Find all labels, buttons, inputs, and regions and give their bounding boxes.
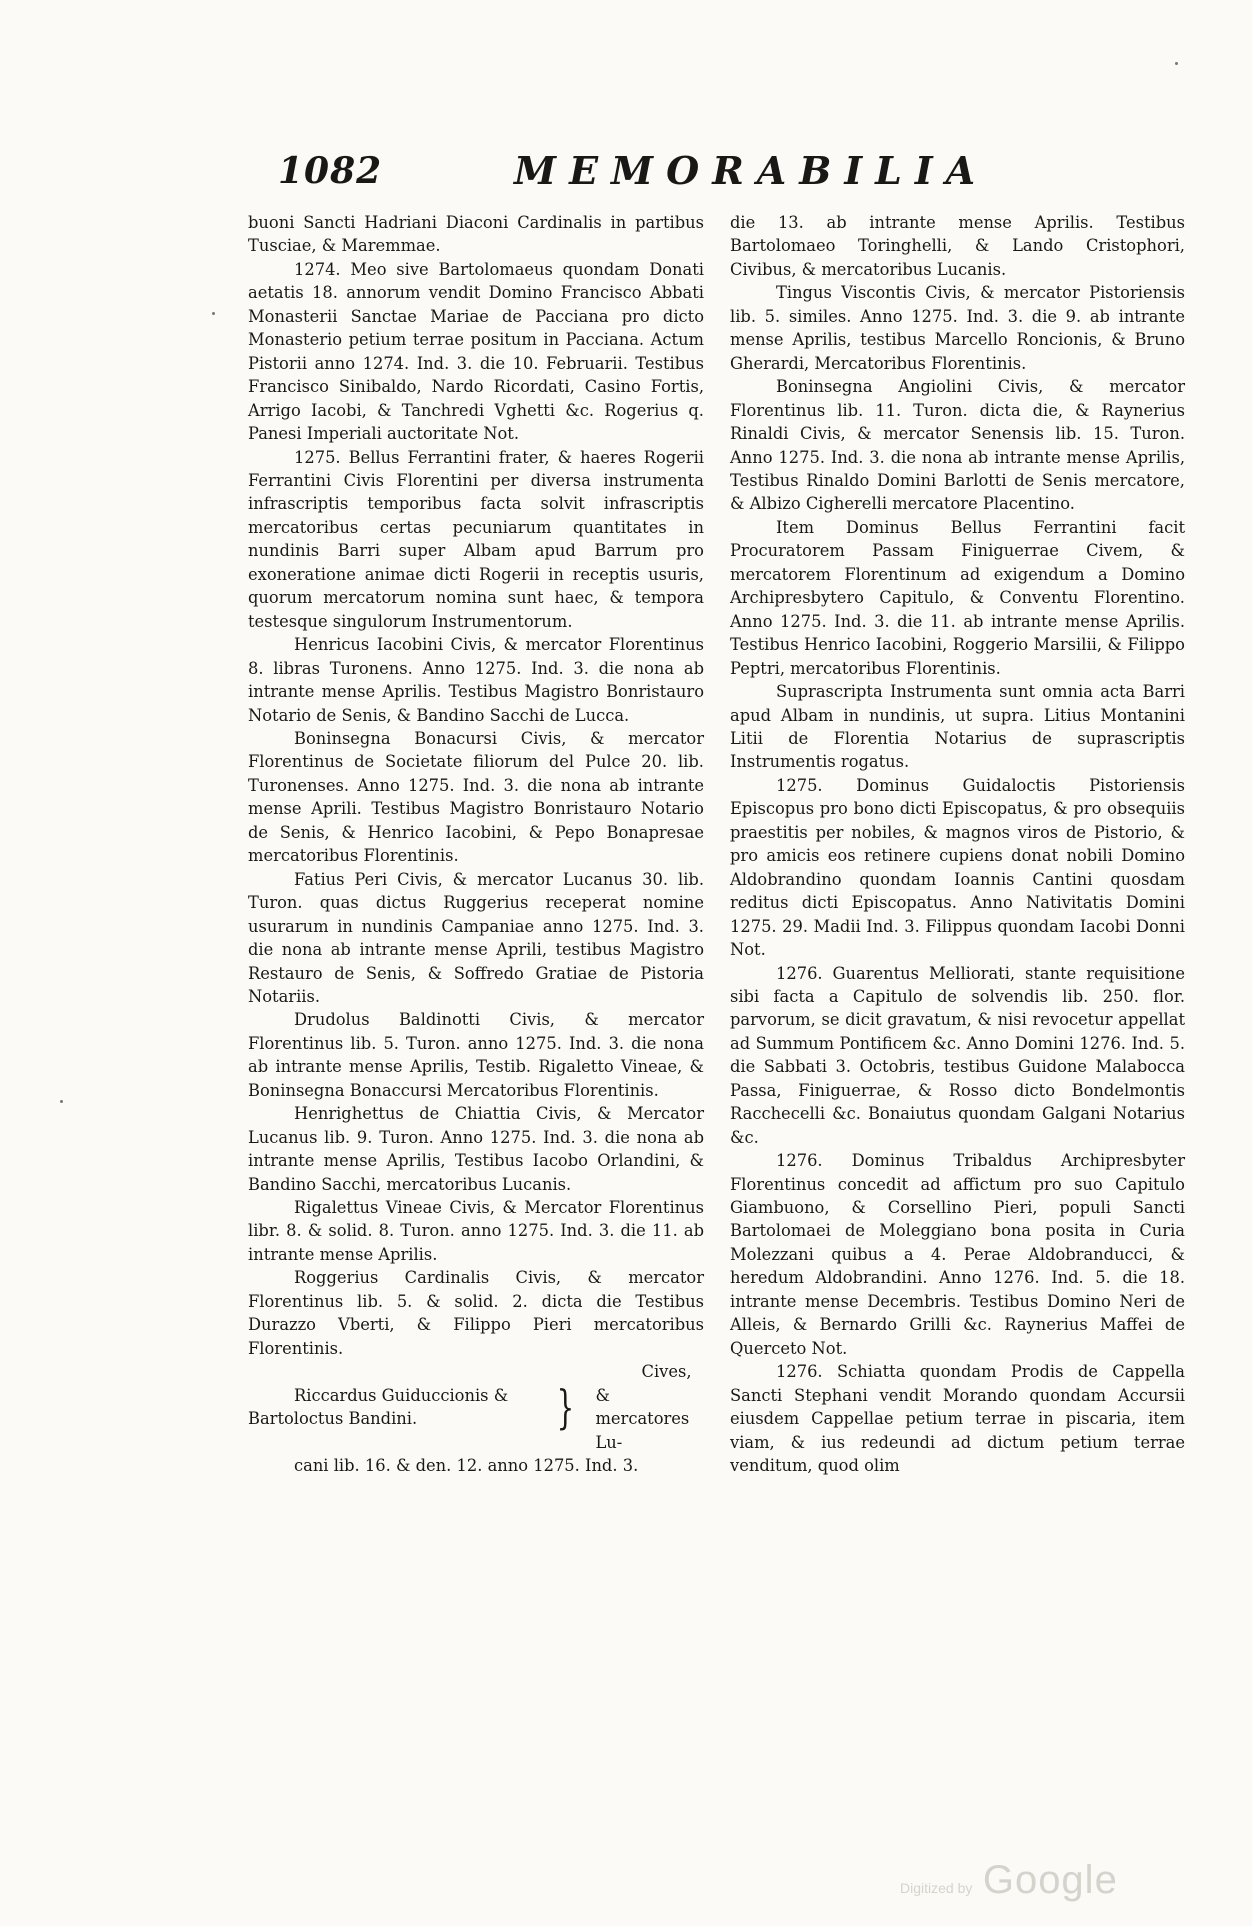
google-watermark	[900, 1858, 1118, 1903]
speck	[212, 312, 215, 315]
bracket-continuation: cani lib. 16. & den. 12. anno 1275. Ind. 3.	[294, 1456, 639, 1476]
paragraph: Rigalettus Vineae Civis, & Mercator Florentinus libr. 8. & solid. 8. Turon. anno 1275. Ind. 3. die 11. ab intrante mense Aprilis.	[248, 1198, 704, 1264]
paragraph: die 13. ab intrante mense Aprilis. Testibus Bartolomaeo Toringhelli, & Lando Cristophori, Civibus, & mercatoribus Lucanis.	[730, 213, 1185, 279]
bracket-name: Riccardus Guiduccionis &	[294, 1385, 509, 1405]
paragraph: Suprascripta Instrumenta sunt omnia acta Barri apud Albam in nundinis, ut supra. Litius Montanini Litii de Florentia Notarius de suprascriptis Instrumentis rogatus.	[730, 682, 1185, 772]
paragraph: Boninsegna Bonacursi Civis, & mercator Florentinus de Societate filiorum del Pulce 20. lib. Turonenses. Anno 1275. Ind. 3. die nona ab intrante mense Aprili. Testibus Magistro Bonristauro Notario de Senis, & Henrico Iacobini, & Pepo Bonapresae mercatoribus Florentinis.	[248, 728, 704, 866]
paragraph: Item Dominus Bellus Ferrantini facit Procuratorem Passam Finiguerrae Civem, & mercatorem Florentinum ad exigendum a Domino Archipresbytero Capitulo, & Conventu Florentino. Anno 1275. Ind. 3. die 11. ab intrante mense Aprilis. Testibus Henrico Iacobini, Roggerio Marsilii, & Filippo Peptri, mercatoribus Florentinis.	[730, 517, 1185, 678]
paragraph: 1275. Dominus Guidaloctis Pistoriensis Episcopus pro bono dicti Episcopatus, & pro obsequiis praestitis per nobiles, & magnos viros de Pistorio, & pro amicis eos retinere cupiens donat nobili Domino Aldobrandino quondam Ioannis Cantini quosdam reditus dicti Episcopatus. Anno Nativitatis Domini 1275. 29. Madii Ind. 3. Filippus quondam Iacobi Donni Not.	[730, 775, 1185, 960]
paragraph: 1275. Bellus Ferrantini frater, & haeres Rogerii Ferrantini Civis Florentini per diversa instrumenta infrascriptis temporibus facta solvit infrascriptis mercatoribus certas pecuniarum quantitates in nundinis Barri super Albam apud Barrum pro exoneratione animae dicti Rogerii in receptis usuris, quorum mercatorum nomina sunt haec, & tempora testesque singulorum Instrumentorum.	[248, 447, 704, 631]
paragraph: 1276. Dominus Tribaldus Archipresbyter Florentinus concedit ad affictum pro suo Capitulo Giambuono, & Corsellino Pieri, populi Sancti Bartolomaei de Moleggiano bona posita in Curia Molezzani quibus a 4. Perae Aldobranducci, & heredum Aldobrandini. Anno 1276. Ind. 5. die 18. intrante mense Decembris. Testibus Domino Neri de Alleis, & Bernardo Grilli &c. Raynerius Maffei de Querceto Not.	[730, 1151, 1185, 1358]
paragraph: Fatius Peri Civis, & mercator Lucanus 30. lib. Turon. quas dictus Ruggerius receperat nomine usurarum in nundinis Campaniae anno 1275. Ind. 3. die nona ab intrante mense Aprili, testibus Magistro Restauro de Senis, & Soffredo Gratiae de Pistoria Notariis.	[248, 869, 704, 1006]
paragraph: Henrighettus de Chiattia Civis, & Mercator Lucanus lib. 9. Turon. Anno 1275. Ind. 3. die nona ab intrante mense Aprilis, Testibus Iacobo Orlandini, & Bandino Sacchi, mercatoribus Lucanis.	[248, 1104, 704, 1194]
bracket-entry	[248, 1360, 704, 1454]
paragraph: Drudolus Baldinotti Civis, & mercator Florentinus lib. 5. Turon. anno 1275. Ind. 3. die nona ab intrante mense Aprilis, Testib. Rigaletto Vineae, & Boninsegna Bonaccursi Mercatoribus Florentinis.	[248, 1010, 704, 1100]
speck	[60, 1100, 63, 1103]
page-header	[278, 148, 989, 198]
curly-brace-icon: }	[556, 1380, 575, 1435]
right-column	[730, 211, 1185, 1477]
bracket-name: Bartoloctus Bandini.	[248, 1409, 418, 1429]
speck	[1175, 62, 1178, 65]
running-title: MEMORABILIA	[514, 148, 989, 193]
watermark-small-text: Digitized by	[900, 1880, 973, 1896]
bracket-names	[248, 1384, 508, 1431]
bracket-tail: Cives, & mercatores Lu-	[595, 1362, 692, 1452]
paragraph: Henricus Iacobini Civis, & mercator Florentinus 8. libras Turonens. Anno 1275. Ind. 3. die nona ab intrante mense Aprilis. Testibus Magistro Bonristauro Notario de Senis, & Bandino Sacchi de Lucca.	[248, 635, 704, 725]
paragraph: 1274. Meo sive Bartolomaeus quondam Donati aetatis 18. annorum vendit Domino Francisco Abbati Monasterii Sanctae Mariae de Pacciana pro dicto Monasterio petium terrae positum in Pacciana. Actum Pistorii anno 1274. Ind. 3. die 10. Februarii. Testibus Francisco Sinibaldo, Nardo Ricordati, Casino Fortis, Arrigo Iacobi, & Tanchredi Vghetti &c. Rogerius q. Panesi Imperiali auctoritate Not.	[248, 259, 704, 444]
watermark-logo-text: Google	[982, 1858, 1118, 1902]
paragraph: Roggerius Cardinalis Civis, & mercator Florentinus lib. 5. & solid. 2. dicta die Testibus Durazzo Vberti, & Filippo Pieri mercatoribus Florentinis.	[248, 1268, 704, 1358]
left-column	[248, 211, 704, 1477]
paragraph: 1276. Guarentus Melliorati, stante requisitione sibi facta a Capitulo de solvendis lib. 250. flor. parvorum, se dicit gravatum, & nisi revocetur appellat ad Summum Pontificem &c. Anno Domini 1276. Ind. 5. die Sabbati 3. Octobris, testibus Guidone Malabocca Passa, Finiguerrae, & Rosso dicto Bondelmontis Racchecelli &c. Bonaiutus quondam Galgani Notarius &c.	[730, 963, 1185, 1147]
paragraph: 1276. Schiatta quondam Prodis de Cappella Sancti Stephani vendit Morando quondam Accursii eiusdem Cappellae petium terrae in piscaria, item viam, & ius redeundi ad dictum petium terrae venditum, quod olim	[730, 1362, 1185, 1476]
paragraph: Boninsegna Angiolini Civis, & mercator Florentinus lib. 11. Turon. dicta die, & Raynerius Rinaldi Civis, & mercator Senensis lib. 15. Turon. Anno 1275. Ind. 3. die nona ab intrante mense Aprilis, Testibus Rinaldo Domini Barlotti de Senis mercatore, & Albizo Cigherelli mercatore Placentino.	[730, 377, 1185, 514]
paragraph: buoni Sancti Hadriani Diaconi Cardinalis in partibus Tusciae, & Maremmae.	[248, 213, 704, 256]
page-number: 1082	[278, 150, 383, 192]
paragraph: Tingus Viscontis Civis, & mercator Pistoriensis lib. 5. similes. Anno 1275. Ind. 3. die 9. ab intrante mense Aprilis, testibus Marcello Roncionis, & Bruno Gherardi, Mercatoribus Florentinis.	[730, 283, 1185, 373]
